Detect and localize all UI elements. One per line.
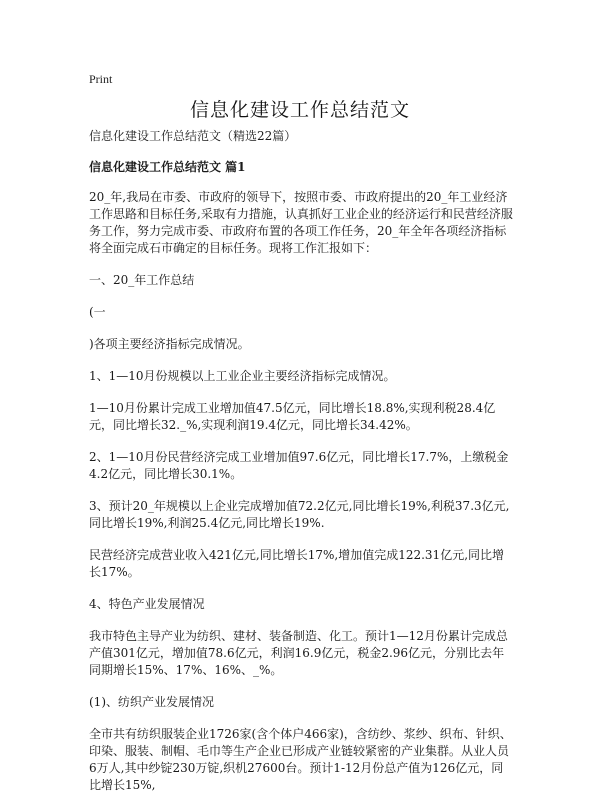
document-subtitle: 信息化建设工作总结范文（精选22篇） [89,129,297,143]
paragraph: 一、20_年工作总结 [89,273,195,287]
paragraph: 全市共有纺织服装企业1726家(含个体户466家)，含纺纱、浆纱、织布、针织、印染、服装、制帽、毛巾等生产企业已形成产业链较紧密的产业集群。从业人员6万人,其中纱锭230万锭,织机27600台。预计1-12月份总产值为126亿元，同比增长15%, [89,727,512,792]
print-label: Print [89,72,113,86]
paragraph: )各项主要经济指标完成情况。 [89,337,250,351]
paragraph: 20_年,我局在市委、市政府的领导下，按照市委、市政府提出的20_年工业经济工作思路和目标任务,采取有力措施，认真抓好工业企业的经济运行和民营经济服务工作，努力完成市委、市政府布置的各项工作任务，20_年全年各项经济指标将全面完成石市确定的目标任务。现将工作汇报如下： [89,190,513,255]
paragraph: (一 [89,305,106,319]
paragraph: 3、预计20_年规模以上企业完成增加值72.2亿元,同比增长19%,利税37.3亿元,同比增长19%,利润25.4亿元,同比增长19%. [89,499,510,530]
section-heading: 信息化建设工作总结范文 篇1 [89,160,246,174]
document-body [89,128,514,809]
paragraph: 2、1—10月份民营经济完成工业增加值97.6亿元，同比增长17.7%，上缴税金4.2亿元，同比增长30.1%。 [89,450,509,481]
paragraph: (1)、纺织产业发展情况 [89,695,214,709]
paragraph: 1、1—10月份规模以上工业企业主要经济指标完成情况。 [89,369,396,383]
paragraph: 4、特色产业发展情况 [89,597,205,611]
paragraph: 1—10月份累计完成工业增加值47.5亿元，同比增长18.8%,实现利税28.4亿元，同比增长32._%,实现利润19.4亿元，同比增长34.42%。 [89,401,496,432]
paragraph: 我市特色主导产业为纺织、建材、装备制造、化工。预计1—12月份累计完成总产值301亿元，增加值78.6亿元，利润16.9亿元，税金2.96亿元，分别比去年同期增长15%、17%、16%、_%。 [89,629,508,677]
paragraph: 民营经济完成营业收入421亿元,同比增长17%,增加值完成122.31亿元,同比增长17%。 [89,548,505,579]
document-title: 信息化建设工作总结范文 [189,99,410,121]
